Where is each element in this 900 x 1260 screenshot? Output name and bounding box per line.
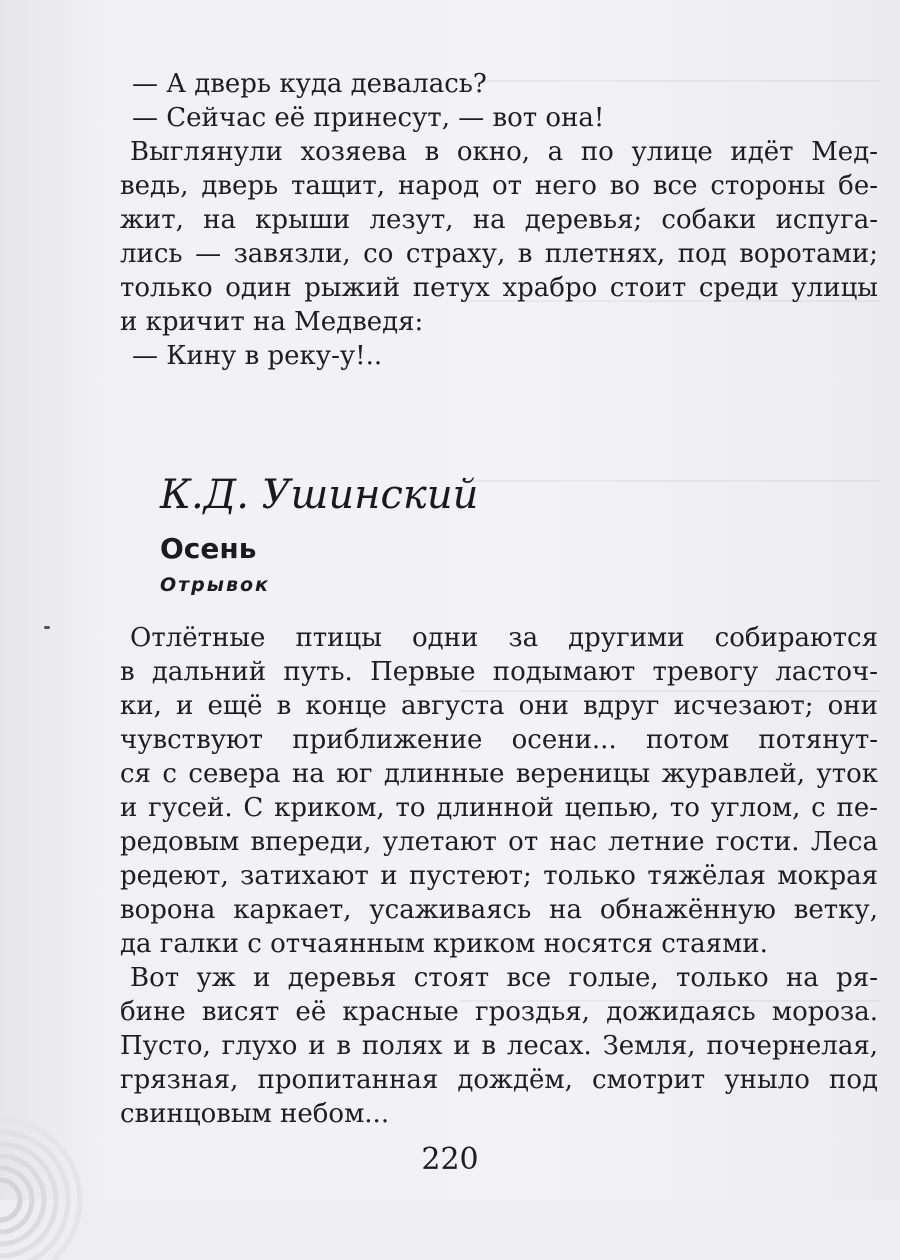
text-line: ворона каркает, усаживаясь на обнажённую ветку, bbox=[120, 895, 878, 925]
print-speck bbox=[44, 626, 50, 629]
text-line: только один рыжий петух храбро стоит среди улицы bbox=[120, 273, 878, 303]
text-line: да галки с отчаянным криком носятся стаями. bbox=[120, 929, 768, 959]
text-line: Выглянули хозяева в окно, а по улице идёт Мед- bbox=[130, 137, 878, 167]
text-line: редеют, затихают и пустеют; только тяжёлая мокрая bbox=[120, 861, 878, 891]
text-line: бине висят её красные гроздья, дожидаясь мороза. bbox=[120, 997, 878, 1027]
text-line: редовым впереди, улетают от нас летние гости. Леса bbox=[120, 827, 878, 857]
text-line: Вот уж и деревья стоят все голые, только на ря- bbox=[130, 963, 878, 993]
dialogue-line: — Сейчас её принесут, — вот она! bbox=[132, 103, 605, 133]
dialogue-line: — А дверь куда девалась? bbox=[132, 69, 487, 99]
closing-line: — Кину в реку-у!.. bbox=[132, 341, 383, 371]
text-line: Пусто, глухо и в полях и в лесах. Земля, почернелая, bbox=[120, 1031, 878, 1061]
text-line: чувствуют приближение осени... потом потянут- bbox=[120, 725, 878, 755]
text-line: свинцовым небом... bbox=[120, 1099, 390, 1129]
story-title: Осень bbox=[160, 532, 257, 565]
text-line: ки, и ещё в конце августа они вдруг исчезают; они bbox=[120, 691, 878, 721]
text-line: в дальний путь. Первые подымают тревогу ласточ- bbox=[120, 657, 878, 687]
text-line: грязная, пропитанная дождём, смотрит уныло под bbox=[120, 1065, 878, 1095]
story-subtitle: Отрывок bbox=[160, 574, 270, 596]
page-number: 220 bbox=[421, 1142, 479, 1177]
text-line: и кричит на Медведя: bbox=[120, 307, 424, 337]
text-line: жит, на крыши лезут, на деревья; собаки испуга- bbox=[120, 205, 878, 235]
text-line: ведь, дверь тащит, народ от него во все стороны бе- bbox=[120, 171, 878, 201]
bleed-through-shadow bbox=[460, 480, 880, 482]
author-heading: К.Д. Ушинский bbox=[160, 472, 479, 518]
text-line: и гусей. С криком, то длинной цепью, то углом, с пе- bbox=[120, 793, 878, 823]
text-line: ся с севера на юг длинные вереницы журавлей, уток bbox=[120, 759, 878, 789]
text-line: Отлётные птицы одни за другими собираются bbox=[130, 623, 878, 653]
text-line: лись — завязли, со страху, в плетнях, под воротами; bbox=[120, 239, 878, 269]
